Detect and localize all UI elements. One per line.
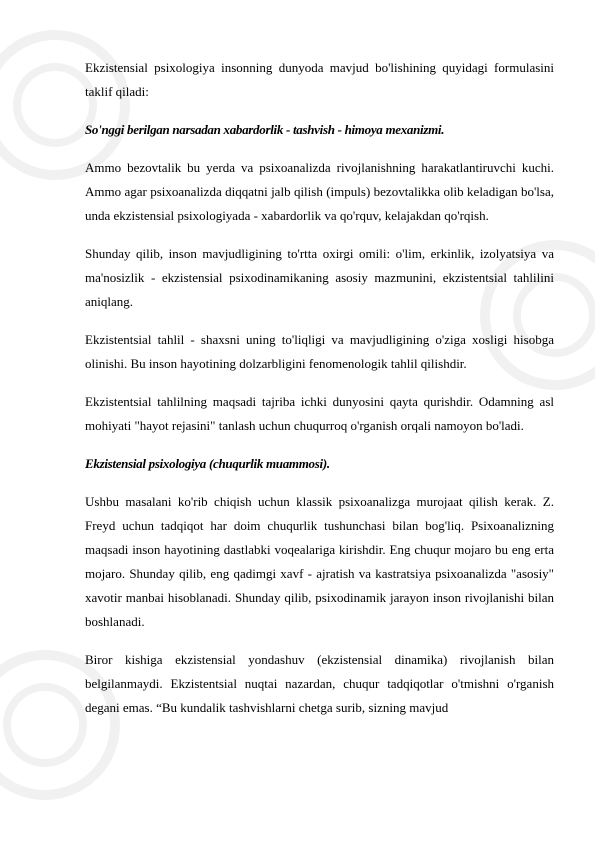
paragraph-intro: Ekzistensial psixologiya insonning dunyoda mavjud bo'lishining quyidagi formulasini taklif qiladi: xyxy=(85,60,554,99)
paragraph-analysis-goal: Ekzistentsial tahlilning maqsadi tajriba ichki dunyosini qayta qurishdir. Odamning asl mohiyati "hayot rejasini" tanlash uchun chuqurroq o'rganish orqali namoyon bo'ladi. xyxy=(85,394,554,433)
document-page xyxy=(85,56,554,734)
section-heading-depth: Ekzistensial psixologiya (chuqurlik muammosi). xyxy=(85,456,330,471)
paragraph-freud: Ushbu masalani ko'rib chiqish uchun klassik psixoanalizga murojaat qilish kerak. Z. Freyd uchun tadqiqot har doim chuqurlik tushunchasi bilan bog'liq. Psixoanalizning maqsadi inson hayotining dastlabki voqealariga kirishdir. Eng chuqur mojaro bu eng erta mojaro. Shunday qilib, eng qadimgi xavf - ajratish va kastratsiya psixoanalizda "asosiy" xavotir manbai hisoblanadi. Shunday qilib, psixodinamik jarayon inson rivojlanishi bilan boshlanadi. xyxy=(85,494,554,629)
section-heading-formula: So'nggi berilgan narsadan xabardorlik - tashvish - himoya mexanizmi. xyxy=(85,122,445,137)
paragraph-anxiety: Ammo bezovtalik bu yerda va psixoanalizda rivojlanishning harakatlantiruvchi kuchi. Ammo agar psixoanalizda diqqatni jalb qilish (impuls) bezovtalikka olib keladigan bo'lsa, unda ekzistensial psixologiyada - xabardorlik va qo'rquv, kelajakdan qo'rqish. xyxy=(85,160,554,223)
paragraph-analysis-definition: Ekzistentsial tahlil - shaxsni uning to'liqligi va mavjudligining o'ziga xosligi hisobga olinishi. Bu inson hayotining dolzarbligini fenomenologik tahlil qilishdir. xyxy=(85,332,554,371)
paragraph-four-factors: Shunday qilib, inson mavjudligining to'rtta oxirgi omili: o'lim, erkinlik, izolyatsiya va ma'nosizlik - ekzistensial psixodinamikaning asosiy mazmunini, ekzistentsial tahlilini aniqlang. xyxy=(85,246,554,309)
paragraph-existential-approach: Biror kishiga ekzistensial yondashuv (ekzistensial dinamika) rivojlanish bilan belgilanmaydi. Ekzistentsial nuqtai nazardan, chuqur tadqiqotlar o'tmishni o'rganish degani emas. “Bu kundalik tashvishlarni chetga surib, sizning mavjud xyxy=(85,652,554,715)
